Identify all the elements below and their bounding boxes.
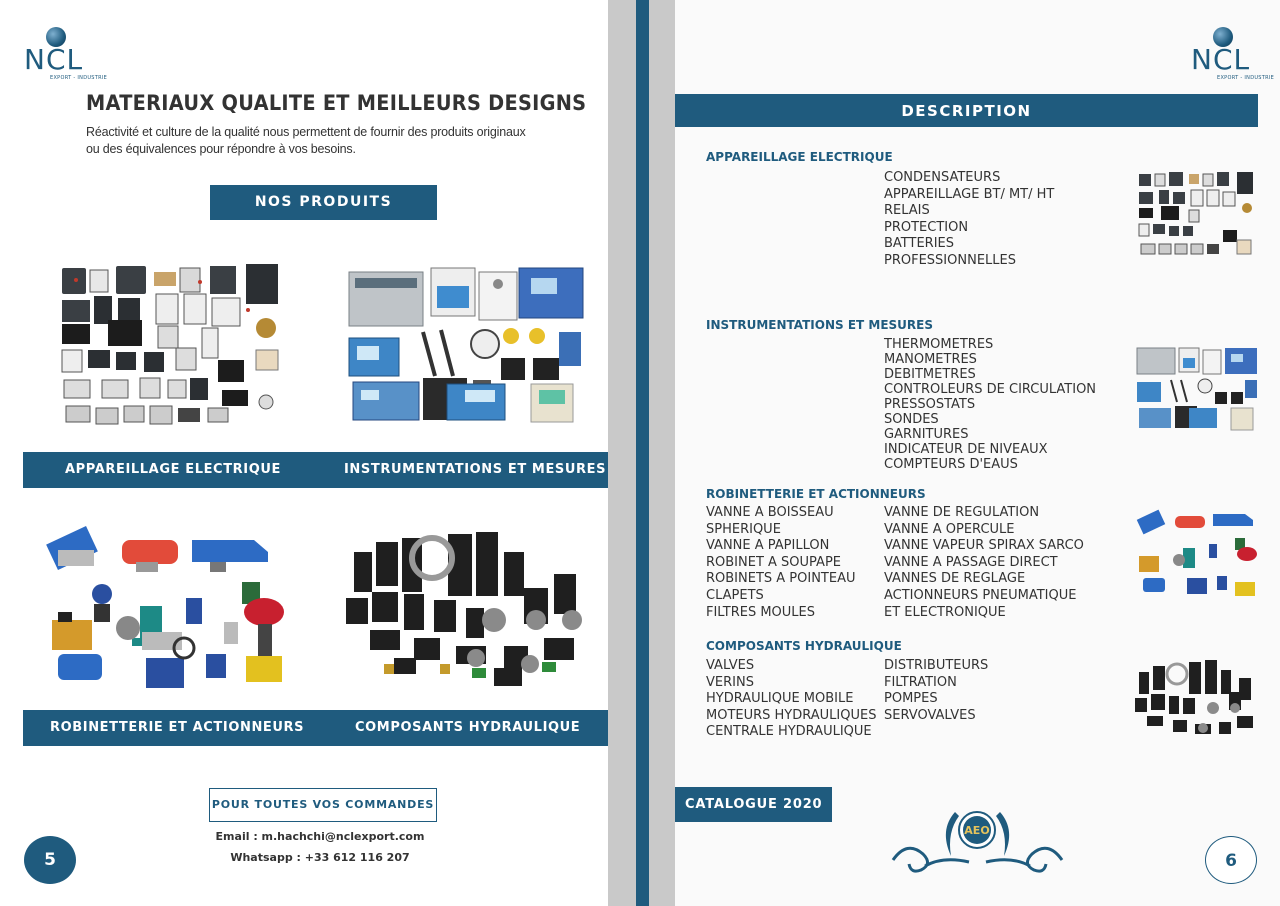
description-banner: DESCRIPTION [675, 94, 1258, 127]
logo-tagline: EXPORT - INDUSTRIE [1217, 75, 1275, 81]
list-item: PRESSOSTATS [884, 397, 976, 412]
category-band-1 [23, 452, 608, 488]
list-item: PROTECTION [884, 219, 969, 235]
list-item: HYDRAULIQUE MOBILE [706, 691, 854, 707]
list-robinetterie-col2 [884, 505, 1084, 621]
list-item: VANNE DE REGULATION [884, 505, 1040, 520]
intro-line-2: ou des équivalences pour répondre à vos besoins. [86, 142, 356, 156]
list-item: VANNE A PASSAGE DIRECT [884, 554, 1058, 570]
list-item: GARNITURES [884, 427, 969, 442]
page-number-right: 6 [1205, 836, 1257, 884]
list-item: VANNES DE REGLAGE [884, 571, 1026, 587]
instrumentation-products-image [347, 266, 585, 426]
list-item: CLAPETS [706, 587, 764, 603]
intro-line-1: Réactivité et culture de la qualité nous permettent de fournir des produits originaux [86, 125, 526, 139]
catalogue-banner: CATALOGUE 2020 [675, 787, 832, 822]
list-item: VANNE A BOISSEAU [706, 505, 834, 520]
aeo-seal-icon [885, 806, 1070, 886]
list-item: CENTRALE HYDRAULIQUE [706, 724, 872, 740]
section-title-electrique: APPAREILLAGE ELECTRIQUE [706, 150, 893, 164]
hydraulic-products-image [344, 528, 590, 694]
list-item: ET ELECTRONIQUE [884, 604, 1006, 620]
list-item: RELAIS [884, 203, 930, 219]
list-item: APPAREILLAGE BT/ MT/ HT [884, 186, 1055, 202]
list-item: INDICATEUR DE NIVEAUX [884, 442, 1048, 457]
list-item: FILTRATION [884, 674, 957, 690]
page-title: MATERIAUX QUALITE ET MEILLEURS DESIGNS [86, 91, 587, 115]
category-label-robinetterie: ROBINETTERIE ET ACTIONNEURS [50, 720, 305, 735]
list-item: MOTEURS HYDRAULIQUES [706, 707, 877, 723]
list-item: CONDENSATEURS [884, 170, 1001, 185]
list-item: ROBINETS A POINTEAU [706, 571, 856, 587]
list-item: SONDES [884, 412, 939, 427]
section-title-robinetterie: ROBINETTERIE ET ACTIONNEURS [706, 487, 926, 501]
hydraulic-thumbnail [1133, 658, 1259, 746]
list-item: POMPES [884, 691, 938, 707]
list-item: ROBINET A SOUPAPE [706, 554, 842, 570]
list-item: VERINS [706, 674, 754, 690]
intro-text [86, 124, 546, 158]
orders-box: POUR TOUTES VOS COMMANDES [209, 788, 437, 822]
page-number-left: 5 [24, 836, 76, 884]
left-page [0, 0, 608, 906]
list-item: SPHERIQUE [706, 521, 781, 537]
list-item: FILTRES MOULES [706, 604, 816, 620]
list-item: DISTRIBUTEURS [884, 658, 989, 673]
nos-produits-banner: NOS PRODUITS [210, 185, 437, 220]
electrical-products-image [58, 262, 286, 430]
category-band-2 [23, 710, 608, 746]
list-item: THERMOMETRES [884, 337, 994, 352]
list-item: BATTERIES [884, 236, 955, 252]
ncl-logo [24, 27, 108, 83]
valves-products-image [42, 526, 288, 692]
list-item: VANNE A PAPILLON [706, 538, 830, 554]
list-item: COMPTEURS D'EAUS [884, 457, 1018, 472]
contact-email[interactable]: Email : m.hachchi@nclexport.com [215, 830, 425, 843]
list-instrumentations [884, 337, 1096, 472]
category-label-electrique: APPAREILLAGE ELECTRIQUE [65, 462, 282, 477]
category-label-hydraulique: COMPOSANTS HYDRAULIQUE [355, 720, 581, 735]
valves-thumbnail [1135, 508, 1259, 604]
list-hydraulique-col1 [706, 658, 876, 741]
contact-whatsapp[interactable]: Whatsapp : +33 612 116 207 [230, 851, 410, 864]
list-item: SERVOVALVES [884, 707, 976, 723]
aeo-text: AEO [964, 824, 990, 837]
list-robinetterie-col1 [706, 505, 856, 621]
list-electrique [884, 170, 1054, 270]
list-hydraulique-col2 [884, 658, 988, 724]
electrical-thumbnail [1137, 170, 1257, 260]
spine-blue [636, 0, 649, 906]
list-item: PROFESSIONNELLES [884, 252, 1016, 268]
list-item: VANNE A OPERCULE [884, 521, 1015, 537]
list-item: ACTIONNEURS PNEUMATIQUE [884, 587, 1077, 603]
list-item: CONTROLEURS DE CIRCULATION [884, 382, 1097, 397]
list-item: DEBITMETRES [884, 367, 976, 382]
ncl-logo-right [1191, 27, 1275, 83]
logo-text: NCL [1191, 43, 1251, 76]
section-title-instrumentations: INSTRUMENTATIONS ET MESURES [706, 318, 933, 332]
logo-text: NCL [24, 43, 84, 76]
logo-tagline: EXPORT - INDUSTRIE [50, 75, 108, 81]
category-label-instrumentations: INSTRUMENTATIONS ET MESURES [344, 462, 607, 477]
list-item: VALVES [706, 658, 755, 673]
list-item: MANOMETRES [884, 352, 977, 367]
instrumentation-thumbnail [1135, 346, 1259, 432]
section-title-hydraulique: COMPOSANTS HYDRAULIQUE [706, 639, 902, 653]
list-item: VANNE VAPEUR SPIRAX SARCO [884, 538, 1084, 554]
